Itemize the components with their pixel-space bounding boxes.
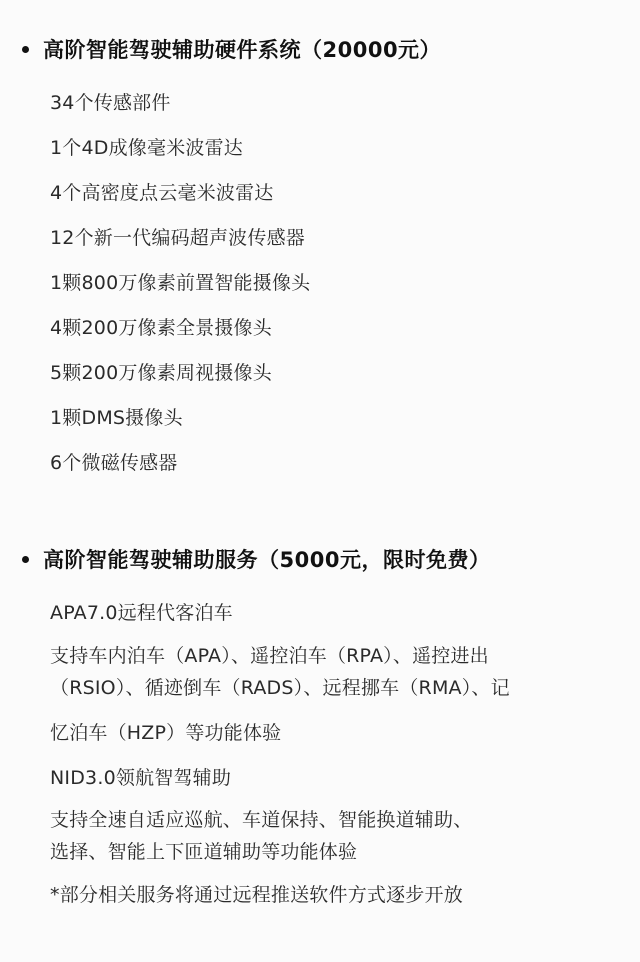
hardware-item-1: 34个传感部件 bbox=[50, 92, 171, 114]
service-heading bbox=[22, 544, 490, 574]
hardware-item-3: 4个高密度点云毫米波雷达 bbox=[50, 182, 274, 204]
hardware-item-6: 4颗200万像素全景摄像头 bbox=[50, 317, 272, 339]
hardware-item-8: 1颗DMS摄像头 bbox=[50, 407, 183, 429]
hardware-item-9: 6个微磁传感器 bbox=[50, 452, 178, 474]
nid-title: NID3.0领航智驾辅助 bbox=[50, 767, 232, 789]
nid-desc-line-2: 选择、智能上下匝道辅助等功能体验 bbox=[50, 841, 358, 863]
hardware-item-5: 1颗800万像素前置智能摄像头 bbox=[50, 272, 311, 294]
apa-desc-line-1: 支持车内泊车（APA）、遥控泊车（RPA）、遥控进出 bbox=[50, 645, 489, 667]
bullet-icon bbox=[22, 556, 29, 563]
service-heading-text: 高阶智能驾驶辅助服务（5000元，限时免费） bbox=[43, 548, 491, 572]
hardware-heading bbox=[22, 34, 441, 64]
apa-description bbox=[50, 640, 510, 704]
hardware-heading-text: 高阶智能驾驶辅助硬件系统（20000元） bbox=[43, 38, 442, 62]
nid-description bbox=[50, 804, 472, 868]
bullet-icon bbox=[22, 46, 29, 53]
footnote: *部分相关服务将通过远程推送软件方式逐步开放 bbox=[50, 884, 463, 906]
apa-desc-line-3: 忆泊车（HZP）等功能体验 bbox=[50, 722, 282, 744]
hardware-item-2: 1个4D成像毫米波雷达 bbox=[50, 137, 244, 159]
hardware-item-4: 12个新一代编码超声波传感器 bbox=[50, 227, 305, 249]
hardware-item-7: 5颗200万像素周视摄像头 bbox=[50, 362, 272, 384]
nid-desc-line-1: 支持全速自适应巡航、车道保持、智能换道辅助、 bbox=[50, 809, 473, 831]
apa-desc-line-2: （RSIO）、循迹倒车（RADS）、远程挪车（RMA）、记 bbox=[50, 677, 510, 699]
apa-title: APA7.0远程代客泊车 bbox=[50, 602, 233, 624]
